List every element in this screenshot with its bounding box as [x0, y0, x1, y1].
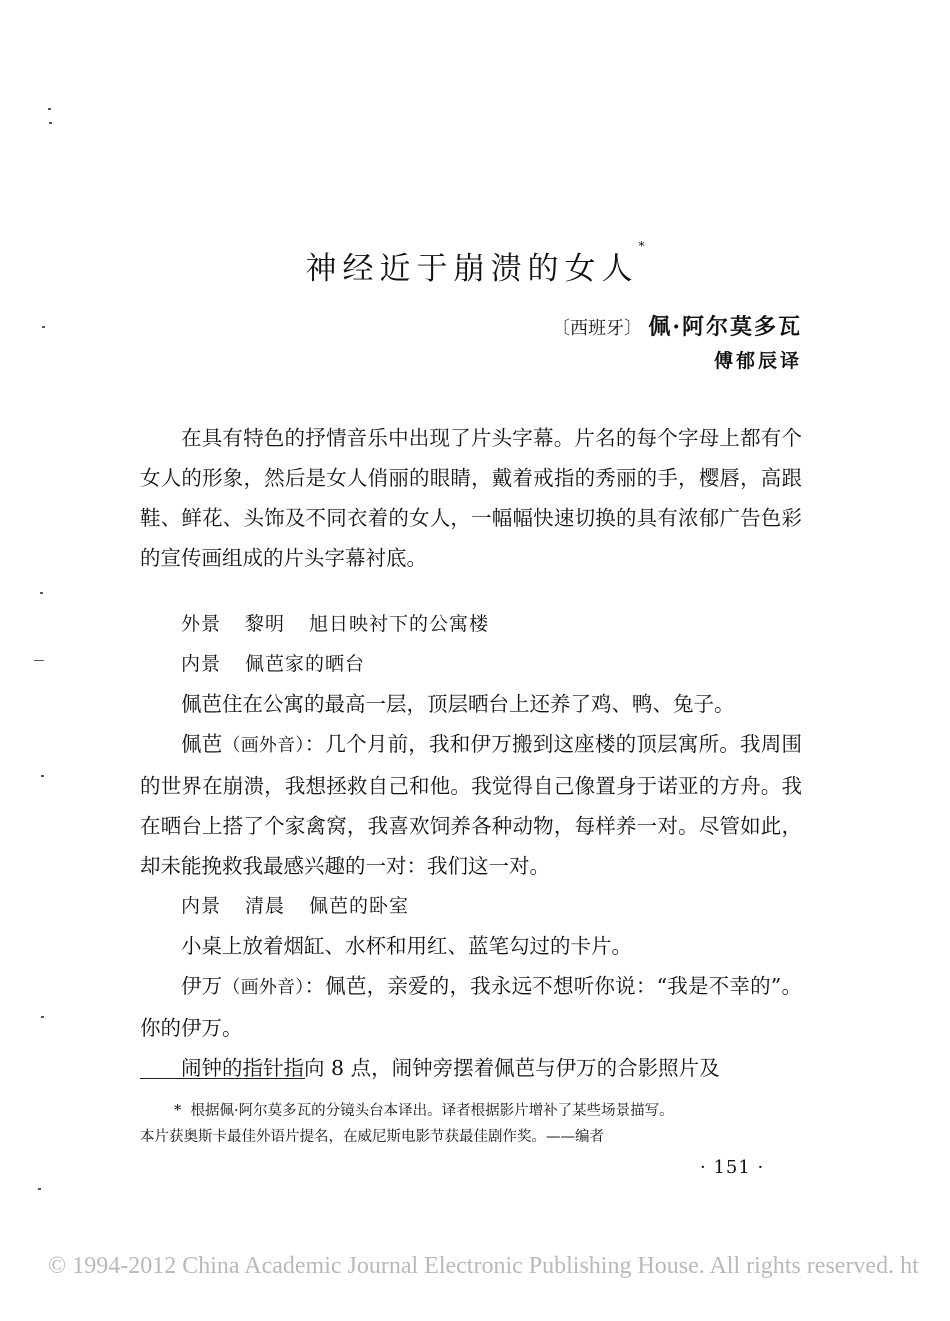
byline	[552, 310, 802, 341]
article-title	[0, 238, 950, 288]
scan-speck	[41, 775, 44, 777]
scene-setting: 内景	[181, 653, 222, 675]
intro-block	[140, 418, 802, 578]
scan-speck	[48, 108, 51, 110]
action-paragraph: 闹钟的指针指向 8 点，闹钟旁摆着佩芭与伊万的合影照片及	[181, 1056, 720, 1080]
speaker-note: （画外音）	[222, 735, 305, 756]
scene-heading	[140, 604, 802, 644]
footnote-text: 根据佩·阿尔莫多瓦的分镜头台本译出。译者根据影片增补了某些场景描写。	[190, 1103, 674, 1119]
scan-speck	[49, 122, 52, 124]
speaker-name: 佩芭	[181, 732, 223, 756]
footnote-line	[140, 1098, 805, 1124]
dialogue-paragraph	[140, 966, 802, 1048]
scene-time: 清晨	[245, 895, 286, 917]
footnote-line: 本片获奥斯卡最佳外语片提名，在威尼斯电影节获最佳剧作奖。——编者	[140, 1129, 604, 1145]
footnote	[140, 1098, 805, 1150]
scene-heading	[140, 644, 802, 684]
author-name: 佩·阿尔莫多瓦	[648, 314, 802, 340]
script-body	[140, 604, 802, 1088]
speaker-name: 伊万	[181, 974, 223, 998]
dialogue-text: ：几个月前，我和伊万搬到这座楼的顶层寓所。我周围的世界在崩溃，我想拯救自己和他。我觉得自己像置身于诺亚的方舟。我在晒台上搭了个家禽窝，我喜欢饲养各种动物，每样养一对。尽管如此，却未能挽救我最感兴趣的一对：我们这一对。	[140, 732, 803, 878]
scan-speck	[41, 1016, 44, 1018]
intro-paragraph: 在具有特色的抒情音乐中出现了片头字幕。片名的每个字母上都有个女人的形象，然后是女人俏丽的眼睛，戴着戒指的秀丽的手，樱唇，高跟鞋、鲜花、头饰及不同衣着的女人，一幅幅快速切换的具有浓郁广告色彩的宣传画组成的片头字幕衬底。	[140, 426, 802, 570]
scan-speck	[38, 1188, 41, 1190]
scene-setting: 外景	[181, 613, 222, 635]
scene-place: 旭日映衬下的公寓楼	[309, 613, 490, 635]
scene-place: 佩芭家的晒台	[245, 653, 366, 675]
article-title-text: 神经近于崩溃的女人	[305, 250, 639, 287]
dialogue-text: ：佩芭，亲爱的，我永远不想听你说：“我是不幸的”。你的伊万。	[140, 974, 802, 1040]
footnote-divider	[140, 1078, 305, 1079]
action-paragraph: 小桌上放着烟缸、水杯和用红、蓝笔勾过的卡片。	[181, 934, 632, 958]
translator-credit: 傅郁辰译	[713, 350, 802, 372]
scan-speck	[42, 326, 45, 328]
action-paragraph: 佩芭住在公寓的最高一层，顶层晒台上还养了鸡、鸭、兔子。	[181, 692, 735, 716]
author-country: 〔西班牙〕	[551, 318, 642, 339]
copyright-watermark: © 1994-2012 China Academic Journal Electronic Publishing House. All rights reserved. ht	[48, 1253, 919, 1279]
speaker-note: （画外音）	[222, 977, 305, 998]
dialogue-paragraph	[140, 724, 802, 886]
page-number: · 151 ·	[700, 1157, 765, 1178]
scan-speck	[40, 592, 43, 594]
scene-setting: 内景	[181, 895, 222, 917]
footnote-marker: *	[174, 1103, 182, 1119]
scene-heading	[140, 886, 802, 926]
scan-speck	[34, 660, 44, 661]
scene-time: 黎明	[245, 613, 286, 635]
scene-place: 佩芭的卧室	[309, 895, 410, 917]
title-footnote-marker: *	[638, 238, 645, 253]
